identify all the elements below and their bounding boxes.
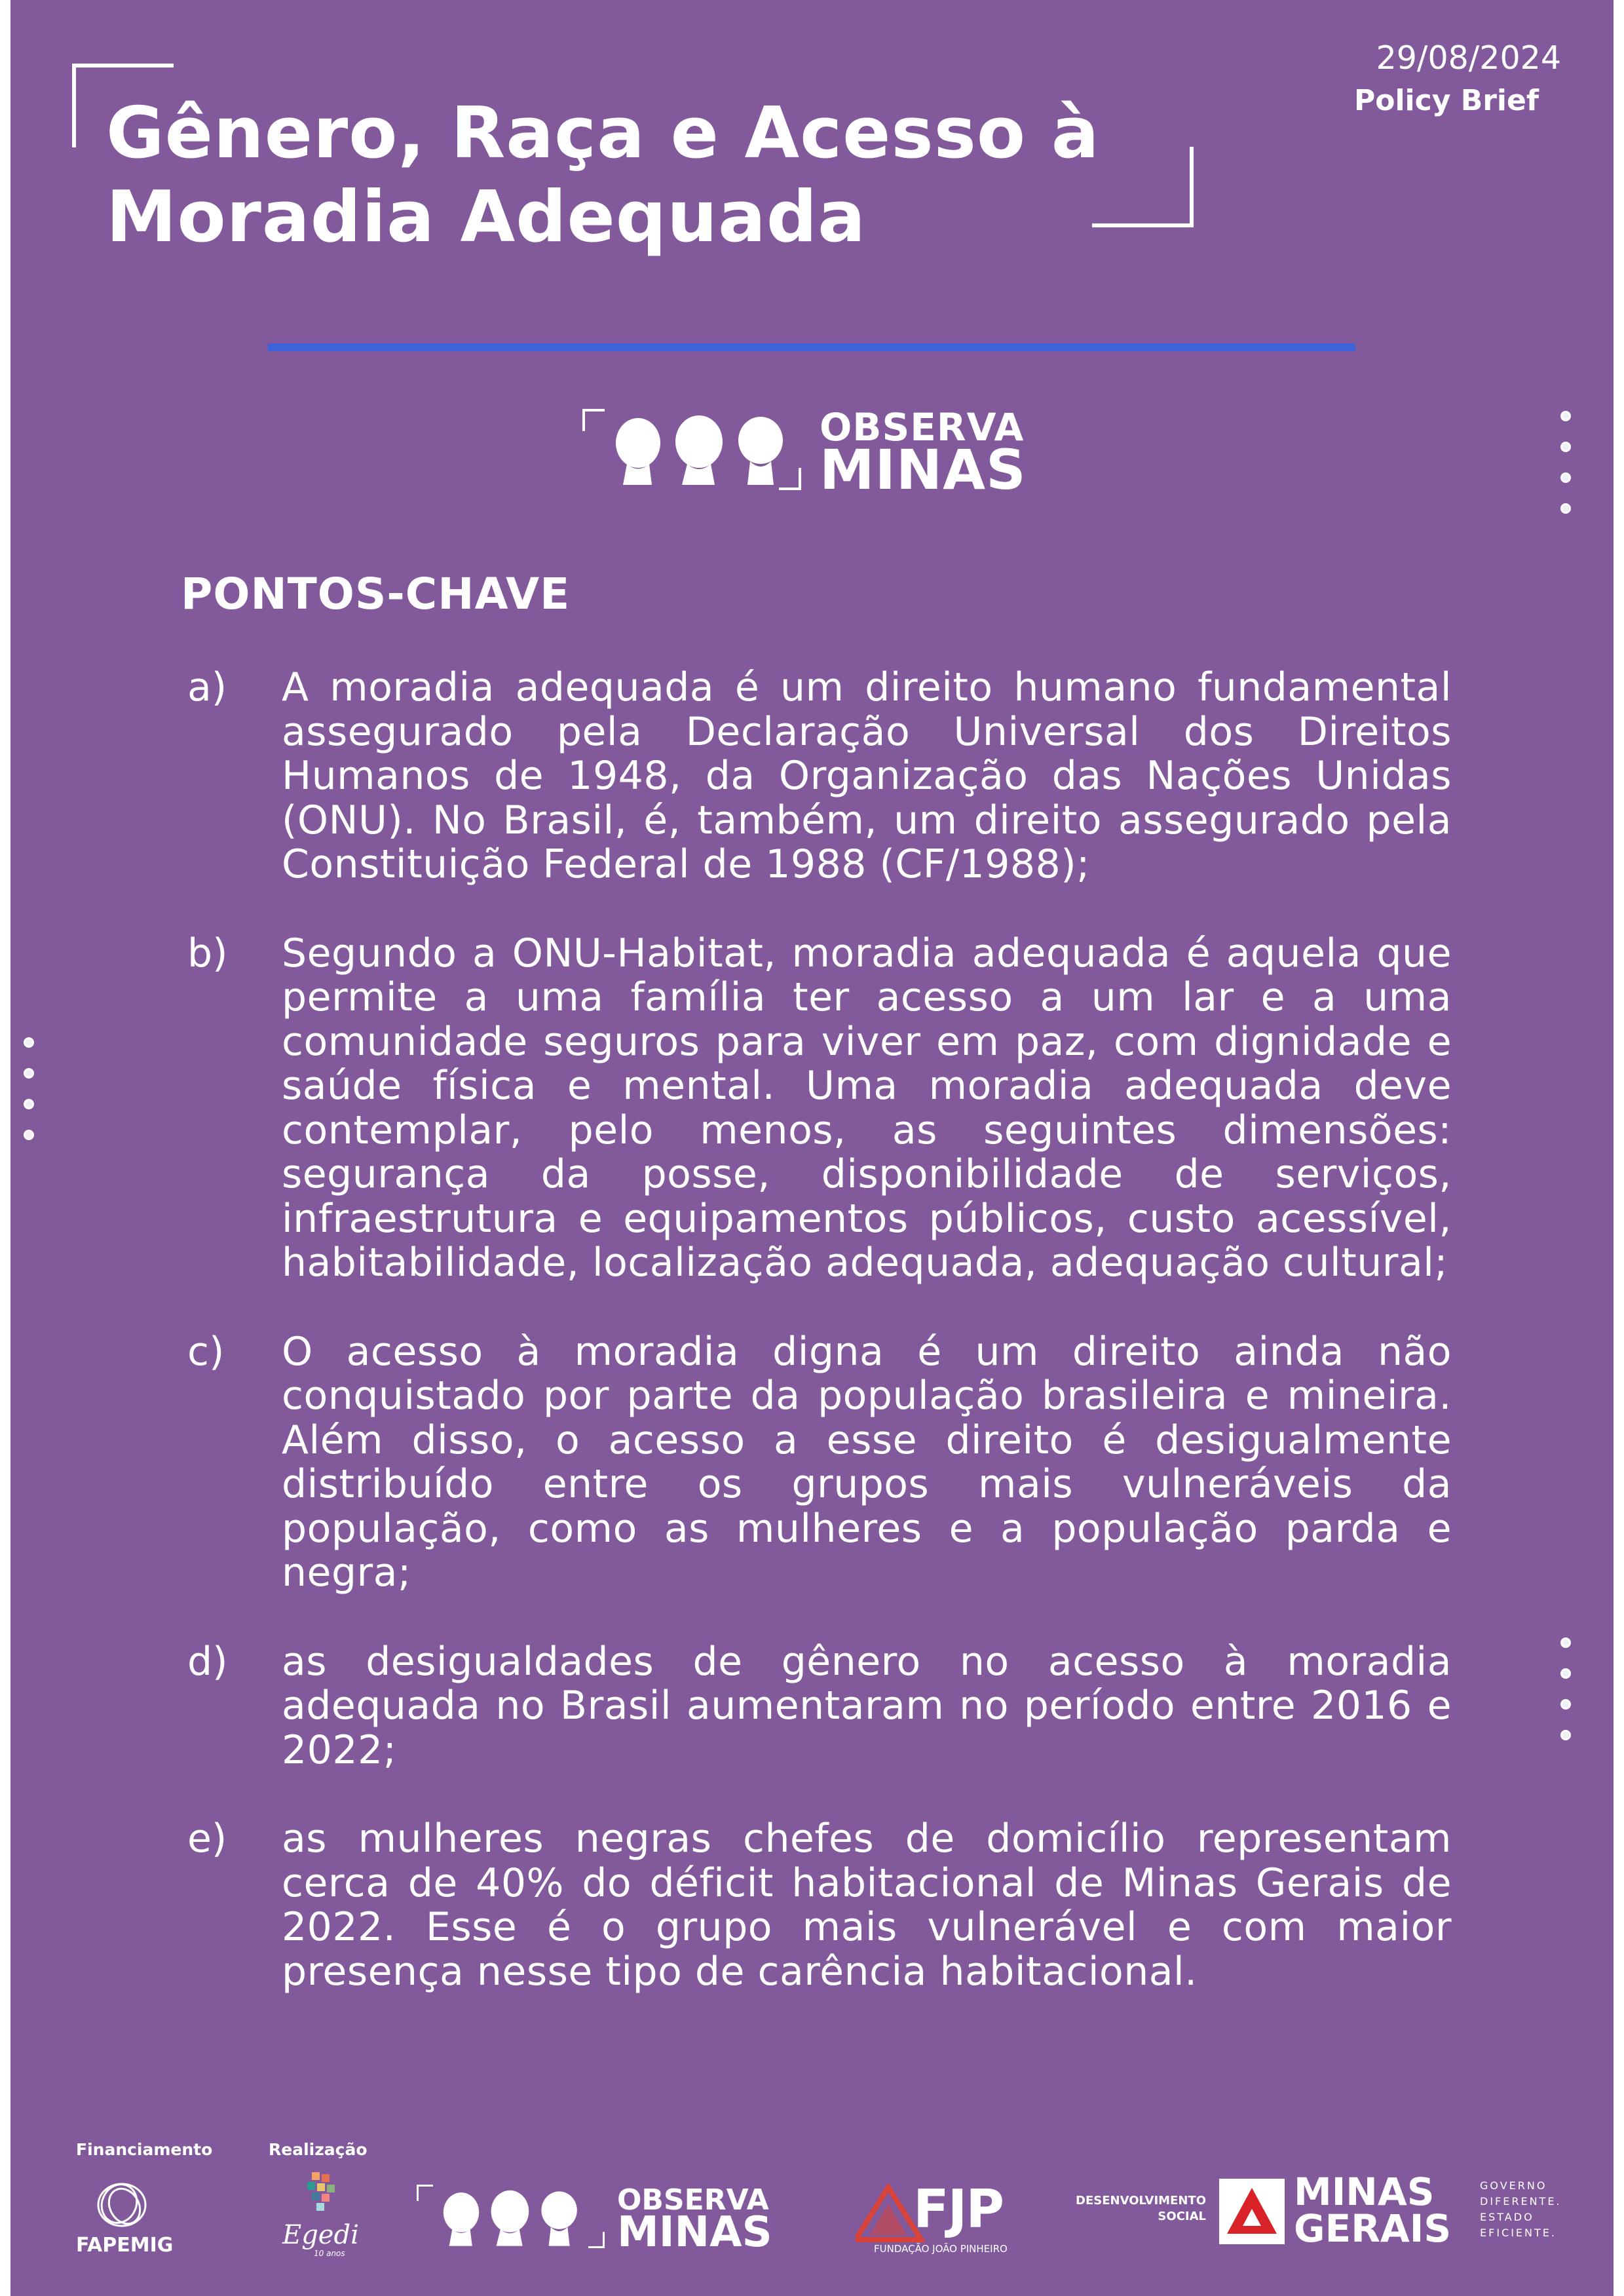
document-date: 29/08/2024 xyxy=(1376,39,1561,77)
list-item-letter: d) xyxy=(187,1638,228,1685)
realization-label: Realização xyxy=(269,2140,368,2159)
list-item-letter: c) xyxy=(187,1328,225,1375)
list-item-text: Segundo a ONU-Habitat, moradia adequada é aquela que permite a uma família ter acesso a um lar e a uma comunidade seguros para viver em paz, com dignidade e saúde física e mental. Uma moradia adequada deve contemplar, pelo menos, as seguintes dimensões: segurança da posse, disponibilidade de serviços, infraestrutura e equipamentos públicos, custo acessível, habitabilidade, localização adequada, adequação cultural; xyxy=(282,930,1452,1286)
section-heading: PONTOS-CHAVE xyxy=(181,569,571,619)
list-item xyxy=(187,666,1452,887)
footer-observa-minas-logo xyxy=(417,2182,784,2257)
document-type: Policy Brief xyxy=(1353,84,1539,117)
list-item xyxy=(187,1640,1452,1773)
list-item-letter: b) xyxy=(187,930,228,976)
title-frame-corner-top-left xyxy=(72,64,174,67)
list-item xyxy=(187,932,1452,1286)
dev-social-line-1: DESENVOLVIMENTO xyxy=(1076,2194,1206,2208)
gov-slogan-line-2: DIFERENTE. xyxy=(1480,2195,1562,2208)
list-item-text: A moradia adequada é um direito humano fundamental assegurado pela Declaração Universal dos Direitos Humanos de 1948, da Organização das Nações Unidas (ONU). No Brasil, é, também, um direito assegurado pela Constituição Federal de 1988 (CF/1988); xyxy=(282,664,1452,887)
women-silhouettes-icon xyxy=(609,411,792,490)
decorative-dots-top-right xyxy=(1560,411,1571,534)
dev-social-line-2: SOCIAL xyxy=(1158,2210,1206,2223)
fjp-full-name: FUNDAÇÃO JOÃO PINHEIRO xyxy=(874,2243,1008,2255)
title-frame-corner-bottom-right-vertical xyxy=(1190,147,1194,227)
list-item xyxy=(187,1330,1452,1596)
observa-minas-logo xyxy=(582,405,1041,502)
page-title xyxy=(106,92,1187,259)
gov-slogan xyxy=(1480,2178,1562,2241)
gov-slogan-line-1: GOVERNO xyxy=(1480,2179,1547,2192)
egedi-anniversary: 10 anos xyxy=(314,2249,345,2258)
logo-bracket-left xyxy=(582,409,605,431)
list-item-text: as mulheres negras chefes de domicílio representam cerca de 40% do déficit habitacional de Minas Gerais de 2022. Esse é o grupo mais vulnerável e com maior presença nesse tipo de carência habitacional. xyxy=(282,1816,1452,1995)
footer-logo-word-observa: OBSERVA xyxy=(617,2183,769,2217)
egedi-logo xyxy=(276,2169,368,2261)
footer-logo-word-minas: MINAS xyxy=(617,2208,772,2257)
logo-word-observa: OBSERVA xyxy=(820,405,1025,450)
policy-brief-page xyxy=(10,0,1614,2296)
financing-label: Financiamento xyxy=(76,2140,213,2159)
list-item xyxy=(187,1817,1452,1994)
fjp-logo xyxy=(856,2179,1019,2261)
list-item-letter: a) xyxy=(187,664,227,710)
mg-wordmark-line-1: MINAS xyxy=(1294,2170,1435,2214)
egedi-mosaic-icon xyxy=(276,2169,368,2221)
divider-rule xyxy=(268,343,1355,351)
page-title-line-1: Gênero, Raça e Acesso à xyxy=(106,92,1100,174)
decorative-dots-bottom-right xyxy=(1560,1637,1571,1761)
title-frame-corner-top-left-vertical xyxy=(72,64,76,147)
list-item-text: O acesso à moradia digna é um direito ainda não conquistado por parte da população brasileira e mineira. Além disso, o acesso a esse direito é desigualmente distribuído entre os grupos mais vulneráveis da população, como as mulheres e a população parda e negra; xyxy=(282,1328,1452,1596)
fapemig-logo xyxy=(76,2179,174,2257)
minas-gerais-triangle-icon xyxy=(1219,2179,1285,2244)
logo-word-minas: MINAS xyxy=(820,438,1027,502)
list-item-letter: e) xyxy=(187,1816,227,1862)
mg-wordmark-line-2: GERAIS xyxy=(1294,2206,1452,2251)
footer-women-silhouettes-icon xyxy=(432,2187,590,2250)
fjp-wordmark: FJP xyxy=(913,2179,1004,2240)
list-item-text: as desigualdades de gênero no acesso à moradia adequada no Brasil aumentaram no período entre 2016 e 2022; xyxy=(282,1638,1452,1773)
fapemig-wordmark: FAPEMIG xyxy=(76,2234,174,2257)
fapemig-swirl-icon xyxy=(76,2179,168,2231)
egedi-wordmark: Egedi xyxy=(282,2220,359,2250)
gov-slogan-line-4: EFICIENTE. xyxy=(1480,2227,1557,2239)
page-title-line-2: Moradia Adequada xyxy=(106,176,867,258)
decorative-dots-left xyxy=(24,1037,34,1160)
minas-gerais-logo xyxy=(1075,2170,1573,2251)
gov-slogan-line-3: ESTADO xyxy=(1480,2211,1534,2223)
key-points-list xyxy=(187,666,1452,2038)
